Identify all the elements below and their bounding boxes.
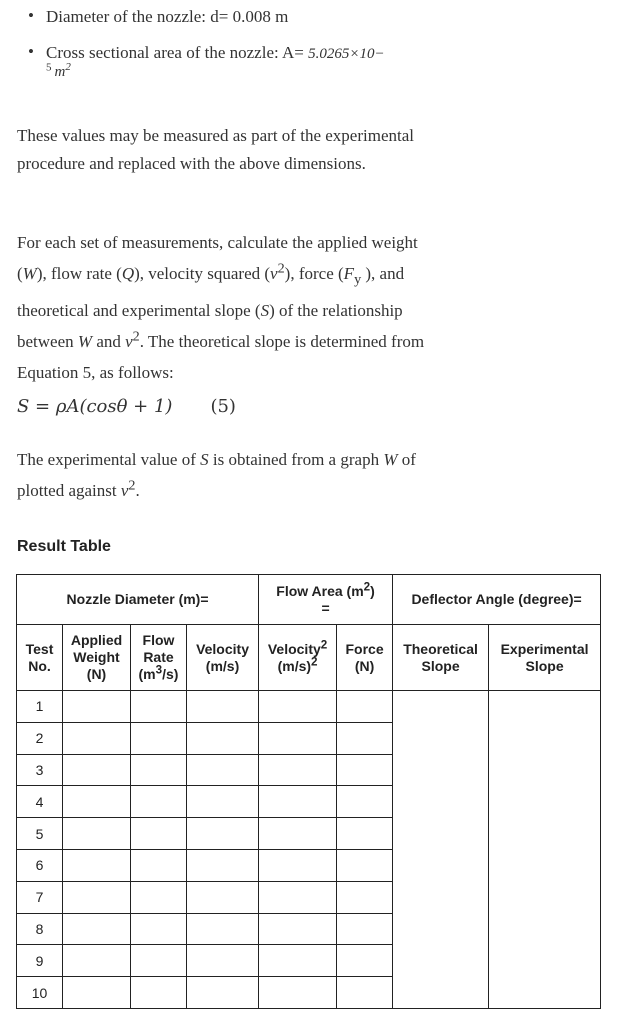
velocity-squared-cell[interactable] bbox=[259, 977, 337, 1009]
force-cell[interactable] bbox=[337, 913, 393, 945]
velocity-squared-cell[interactable] bbox=[259, 754, 337, 786]
force-cell[interactable] bbox=[337, 722, 393, 754]
flow-rate-cell[interactable] bbox=[131, 786, 187, 818]
applied-weight-cell[interactable] bbox=[63, 722, 131, 754]
flow-rate-cell[interactable] bbox=[131, 945, 187, 977]
velocity-cell[interactable] bbox=[187, 945, 259, 977]
applied-weight-cell[interactable] bbox=[63, 691, 131, 723]
velocity-cell[interactable] bbox=[187, 881, 259, 913]
test-no-cell: 8 bbox=[17, 913, 63, 945]
flow-rate-cell[interactable] bbox=[131, 913, 187, 945]
velocity-squared-cell[interactable] bbox=[259, 945, 337, 977]
test-no-cell: 3 bbox=[17, 754, 63, 786]
col-flow-rate: Flow Rate $(m^3/s)$ bbox=[131, 625, 187, 691]
force-cell[interactable] bbox=[337, 849, 393, 881]
col-velocity-squared: Velocity$^2$ $(m/s)^2$ bbox=[259, 625, 337, 691]
force-cell[interactable] bbox=[337, 754, 393, 786]
nozzle-diameter-cell[interactable]: Nozzle Diameter (m)= bbox=[17, 575, 259, 625]
area-exponent-line bbox=[46, 62, 71, 82]
applied-weight-cell[interactable] bbox=[63, 786, 131, 818]
result-table bbox=[16, 574, 601, 1009]
applied-weight-cell[interactable] bbox=[63, 754, 131, 786]
velocity-squared-cell[interactable] bbox=[259, 818, 337, 850]
col-force: Force (N) bbox=[337, 625, 393, 691]
measurement-note: These values may be measured as part of the experimental procedure and replaced with the above dimensions. bbox=[17, 126, 414, 173]
table-top-header bbox=[17, 575, 601, 625]
flow-area-cell[interactable]: Flow Area $(m^2)$ = bbox=[259, 575, 393, 625]
velocity-cell[interactable] bbox=[187, 754, 259, 786]
velocity-squared-cell[interactable] bbox=[259, 691, 337, 723]
col-test-no: Test No. bbox=[17, 625, 63, 691]
test-no-cell: 1 bbox=[17, 691, 63, 723]
velocity-cell[interactable] bbox=[187, 818, 259, 850]
result-table-title: Result Table bbox=[17, 538, 111, 555]
force-cell[interactable] bbox=[337, 818, 393, 850]
force-cell[interactable] bbox=[337, 977, 393, 1009]
col-theoretical-slope: Theoretical Slope bbox=[393, 625, 489, 691]
area-value: 5.0265×10− bbox=[308, 46, 385, 62]
force-cell[interactable] bbox=[337, 691, 393, 723]
theoretical-slope-cell[interactable] bbox=[393, 691, 489, 1009]
experimental-slope-note: The experimental value of S is obtained from a graph W of plotted against $v^2$. bbox=[17, 450, 416, 500]
velocity-squared-cell[interactable] bbox=[259, 881, 337, 913]
applied-weight-cell[interactable] bbox=[63, 945, 131, 977]
col-velocity: Velocity (m/s) bbox=[187, 625, 259, 691]
equation-number: (5) bbox=[210, 396, 236, 417]
velocity-squared-cell[interactable] bbox=[259, 849, 337, 881]
equation-formula: S = ρA(cosθ + 1) bbox=[17, 396, 173, 417]
velocity-cell[interactable] bbox=[187, 849, 259, 881]
applied-weight-cell[interactable] bbox=[63, 977, 131, 1009]
col-experimental-slope: Experimental Slope bbox=[489, 625, 601, 691]
applied-weight-cell[interactable] bbox=[63, 818, 131, 850]
flow-rate-cell[interactable] bbox=[131, 754, 187, 786]
force-cell[interactable] bbox=[337, 881, 393, 913]
test-no-cell: 2 bbox=[17, 722, 63, 754]
velocity-cell[interactable] bbox=[187, 786, 259, 818]
velocity-squared-cell[interactable] bbox=[259, 913, 337, 945]
applied-weight-cell[interactable] bbox=[63, 849, 131, 881]
deflector-angle-cell[interactable]: Deflector Angle (degree)= bbox=[393, 575, 601, 625]
applied-weight-cell[interactable] bbox=[63, 881, 131, 913]
equation-5 bbox=[17, 396, 236, 417]
flow-rate-cell[interactable] bbox=[131, 722, 187, 754]
flow-rate-cell[interactable] bbox=[131, 818, 187, 850]
applied-weight-cell[interactable] bbox=[63, 913, 131, 945]
velocity-squared-cell[interactable] bbox=[259, 786, 337, 818]
velocity-squared-cell[interactable] bbox=[259, 722, 337, 754]
test-no-cell: 9 bbox=[17, 945, 63, 977]
diameter-text: Diameter of the nozzle: d= 0.008 m bbox=[46, 7, 289, 26]
force-cell[interactable] bbox=[337, 945, 393, 977]
area-bullet bbox=[28, 42, 385, 65]
test-no-cell: 10 bbox=[17, 977, 63, 1009]
flow-rate-cell[interactable] bbox=[131, 881, 187, 913]
flow-rate-cell[interactable] bbox=[131, 977, 187, 1009]
area-unit: $m^2$ bbox=[54, 61, 71, 80]
experimental-slope-cell[interactable] bbox=[489, 691, 601, 1009]
area-label: Cross sectional area of the nozzle: A= bbox=[46, 43, 309, 62]
velocity-cell[interactable] bbox=[187, 691, 259, 723]
area-exponent: 5 bbox=[46, 61, 52, 74]
table-column-header bbox=[17, 625, 601, 691]
force-cell[interactable] bbox=[337, 786, 393, 818]
velocity-cell[interactable] bbox=[187, 977, 259, 1009]
test-no-cell: 5 bbox=[17, 818, 63, 850]
flow-rate-cell[interactable] bbox=[131, 849, 187, 881]
calculation-instructions: For each set of measurements, calculate the applied weight (W), flow rate (Q), velocity squared $(v^2)$, force ($F_y$ ), and theoretical and experimental slope (S) of the relationship between W and $v^2$. The theoretical slope is determined from Equation 5, as follows: bbox=[17, 233, 425, 383]
nozzle-spec-list bbox=[28, 6, 385, 65]
flow-rate-cell[interactable] bbox=[131, 691, 187, 723]
velocity-cell[interactable] bbox=[187, 913, 259, 945]
col-applied-weight: Applied Weight (N) bbox=[63, 625, 131, 691]
test-no-cell: 4 bbox=[17, 786, 63, 818]
test-no-cell: 7 bbox=[17, 881, 63, 913]
velocity-cell[interactable] bbox=[187, 722, 259, 754]
diameter-bullet bbox=[28, 6, 385, 28]
table-row bbox=[17, 691, 601, 723]
test-no-cell: 6 bbox=[17, 849, 63, 881]
